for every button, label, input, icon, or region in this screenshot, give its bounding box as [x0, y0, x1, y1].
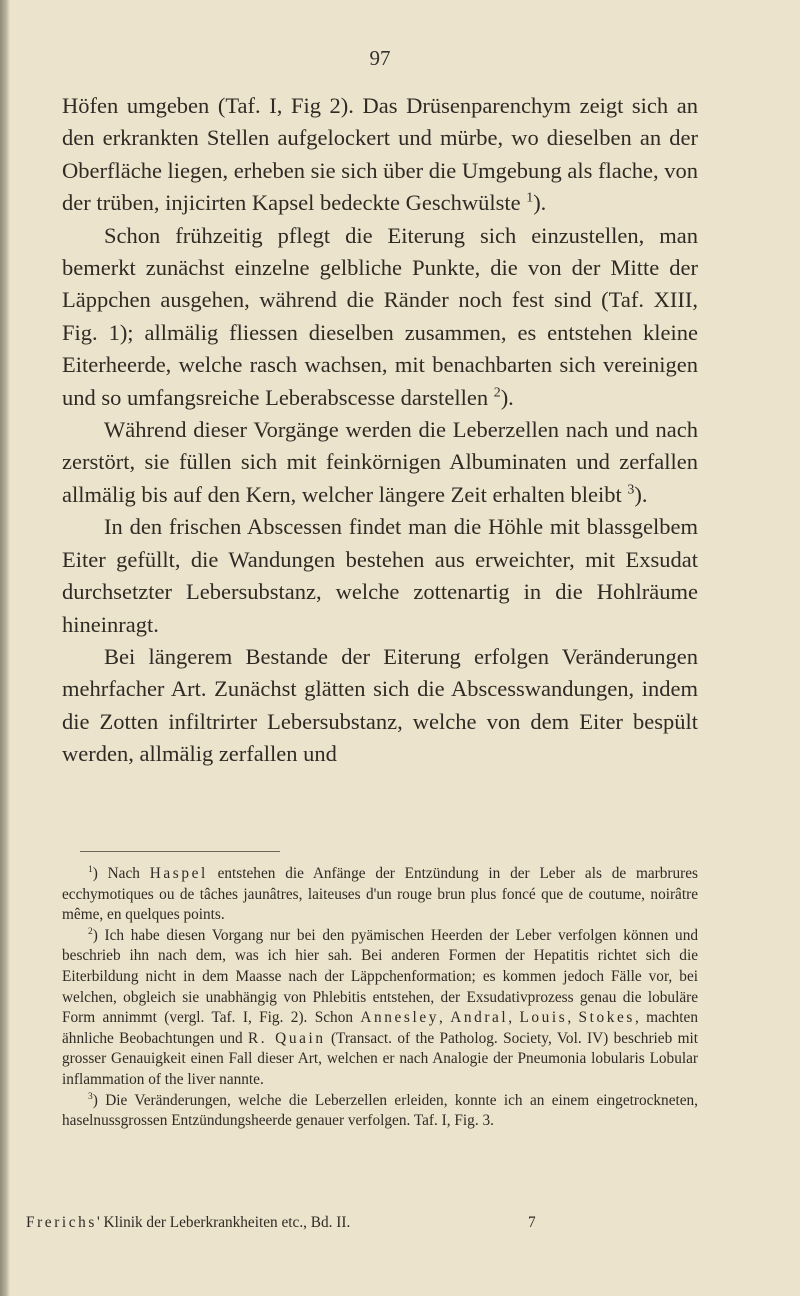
text-segment: ).: [500, 384, 514, 410]
paragraph: [62, 220, 698, 414]
author-name: R. Quain: [248, 1029, 326, 1047]
paragraph: [62, 511, 698, 641]
text-segment: ).: [634, 481, 648, 507]
author-name: Annesley: [360, 1009, 439, 1027]
author-name: Haspel: [149, 865, 208, 882]
text-segment: ,: [438, 1009, 451, 1027]
text-segment: ) Ich habe diesen Vorgang nur bei den pyämischen Heerden der Leber verfolgen können und beschrieb ihn nach dem, was ich hier sah. Bei anderen Formen der Hepatitis richtet sich die Eiterbildung nicht in dem Maasse nach der Läppchenformation; es kommen jedoch Fälle vor, bei welchen, obgleich sie unabhängig von Phlebitis entstehen, der Exsudativprozess genau die lobuläre Form annimmt (vergl. Taf. I, Fig. 2). Schon: [62, 926, 698, 1027]
text-segment: Während dieser Vorgänge werden die Leberzellen nach und nach zerstört, sie füllen sich mit feinkörnigen Albuminaten und zerfallen allmälig bis auf den Kern, welcher längere Zeit erhalten bleibt: [62, 417, 698, 507]
footnote: [62, 926, 698, 1091]
footnote-marker: 1: [88, 864, 93, 875]
author-name: Louis: [519, 1009, 568, 1027]
text-segment: ).: [533, 190, 547, 216]
footnote-marker: 3: [88, 1091, 93, 1102]
book-binding-edge: [0, 0, 10, 1296]
author-name: Stokes: [578, 1009, 635, 1027]
footnote-marker: 2: [88, 926, 93, 937]
footnote-ref: 3: [627, 482, 635, 498]
footnote: [62, 864, 698, 926]
signature-book-title: ' Klinik der Leberkrankheiten etc., Bd. II.: [96, 1214, 351, 1231]
text-segment: ,: [567, 1009, 579, 1027]
text-segment: Höfen umgeben (Taf. I, Fig 2). Das Drüsenparenchym zeigt sich an den erkrankten Stellen aufgelockert und mürbe, wo dieselben an der Oberfläche liegen, erheben sie sich über die Umgebung als flache, von der trüben, injicirten Kapsel bedeckte Geschwülste: [62, 93, 698, 216]
text-segment: (Transact. of the Patholog. Society, Vol. IV) beschrieb mit grosser Genauigkeit einen Fall dieser Art, welchen er nach Analogie der Pneumonia lobularis Lobular inflammation of the liver nannte.: [62, 1029, 698, 1088]
text-segment: In den frischen Abscessen findet man die Höhle mit blassgelbem Eiter gefüllt, die Wandungen bestehen aus erweichter, mit Exsudat durchsetzter Lebersubstanz, welche zottenartig in die Hohlräume hineinragt.: [62, 514, 698, 637]
text-segment: entstehen die Anfänge der Entzündung in der Leber als de marbrures ecchymotiques ou de tâches jaunâtres, laiteuses d'un rouge brun plus foncé que de coutume, noirâtre même, en quelques points.: [62, 865, 698, 924]
paragraph: [62, 414, 698, 511]
paragraph: [62, 90, 698, 220]
text-segment: ) Nach: [92, 865, 150, 882]
footnote-ref: 1: [526, 190, 534, 206]
signature-title: [26, 1214, 350, 1232]
footnote-separator: [80, 851, 280, 852]
text-segment: ) Die Veränderungen, welche die Leberzellen erleiden, konnte ich an einem eingetrockneten, haselnussgrossen Entzündungsheerde genauer verfolgen. Taf. I, Fig. 3.: [62, 1091, 698, 1130]
signature-author: Frerichs: [26, 1214, 97, 1231]
footnote-ref: 2: [493, 385, 501, 401]
footnotes: [62, 864, 698, 1132]
main-text: [62, 90, 698, 771]
page-number: 97: [369, 46, 391, 70]
text-segment: , machten ähnliche Beobachtungen und: [62, 1009, 698, 1047]
author-name: Andral: [450, 1009, 509, 1027]
signature-sheet-number: 7: [528, 1214, 536, 1231]
footnote: [62, 1091, 698, 1132]
text-segment: Schon frühzeitig pflegt die Eiterung sich einzustellen, man bemerkt zunächst einzelne gelbliche Punkte, die von der Mitte der Läppchen ausgehen, während die Ränder noch fest sind (Taf. XIII, Fig. 1); allmälig fliessen dieselben zusammen, es entstehen kleine Eiterheerde, welche rasch wachsen, mit benachbarten sich vereinigen und so umfangsreiche Leberabscesse darstellen: [62, 222, 698, 410]
paragraph: [62, 641, 698, 771]
text-segment: Bei längerem Bestande der Eiterung erfolgen Veränderungen mehrfacher Art. Zunächst glätten sich die Abscesswandungen, indem die Zotten infiltrirter Lebersubstanz, welche von dem Eiter bespült werden, allmälig zerfallen und: [62, 643, 698, 767]
text-segment: ,: [508, 1009, 520, 1027]
